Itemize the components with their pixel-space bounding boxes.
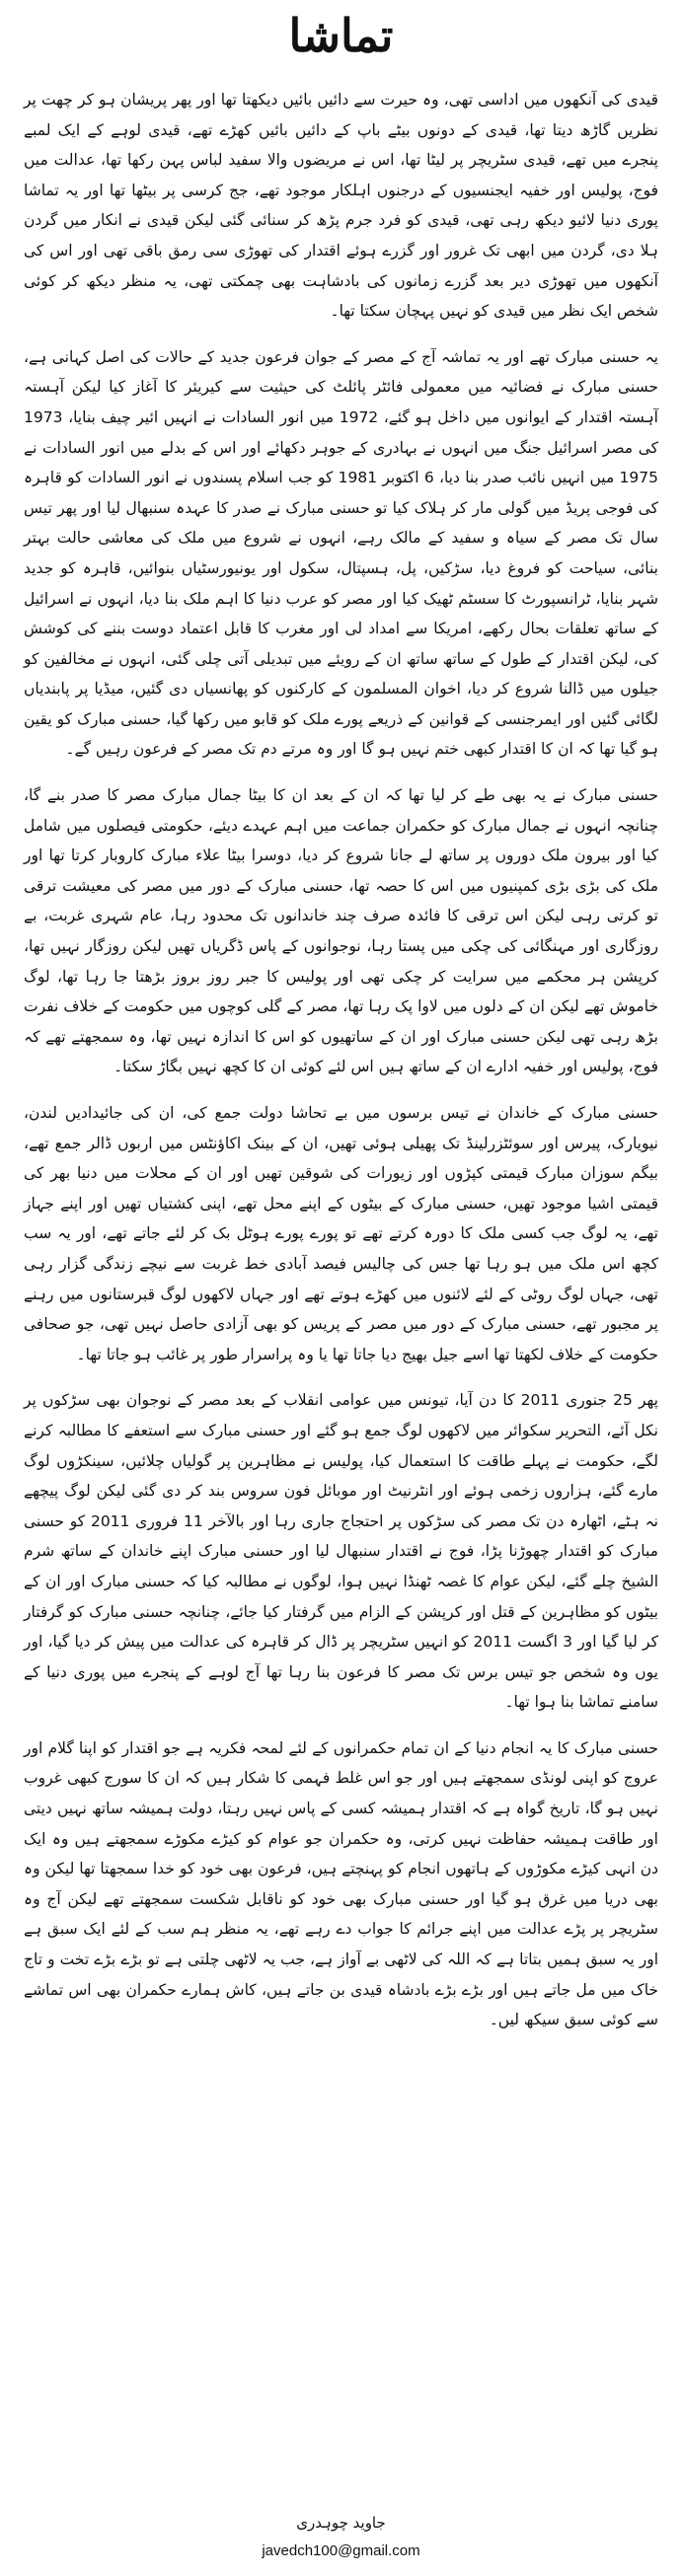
author-name: جاوید چوہدری [296,2514,386,2532]
article-paragraph: حسنی مبارک کا یہ انجام دنیا کے ان تمام حکمرانوں کے لئے لمحہ فکریہ ہے جو اقتدار کو اپنا گلام اور عروج کو اپنی لونڈی سمجھتے ہیں اور جو اس غلط فہمی کا شکار ہیں کہ ان کا سورج کبھی غروب نہیں ہو گا، تاریخ گواہ ہے کہ اقتدار ہمیشہ کسی کے پاس نہیں رہتا، دولت ہمیشہ ساتھ نہیں دیتی اور طاقت ہمیشہ حفاظت نہیں کرتی، وہ حکمران جو عوام کو کیڑے مکوڑے سمجھتے ہیں وہ ایک دن انہی کیڑے مکوڑوں کے ہاتھوں انجام کو پہنچتے ہیں، فرعون بھی خود کو خدا سمجھتا تھا لیکن وہ بھی دریا میں غرق ہو گیا اور حسنی مبارک بھی خود کو ناقابل شکست سمجھتے تھے لیکن آج وہ سٹریچر پر پڑے عدالت میں اپنے جرائم کا جواب دے رہے تھے، یہ منظر ہم سب کے لئے ایک سبق ہے اور یہ سبق ہمیں بتاتا ہے کہ اللہ کی لاٹھی بے آواز ہے، جب یہ لاٹھی چلتی ہے تو بڑے بڑے تخت و تاج خاک میں مل جاتے ہیں اور بڑے بڑے بادشاہ قیدی بن جاتے ہیں، کاش ہمارے حکمران بھی اس تماشے سے کوئی سبق سیکھ لیں۔ [24,1738,658,2029]
byline [0,2511,682,2562]
article-paragraph: پھر 25 جنوری 2011 کا دن آیا، تیونس میں عوامی انقلاب کے بعد مصر کے نوجوان بھی سڑکوں پر نکل آئے، التحریر سکوائر میں لاکھوں لوگ جمع ہو گئے اور حسنی مبارک سے استعفے کا مطالبہ کرنے لگے، حکومت نے پہلے طاقت کا استعمال کیا، پولیس نے مظاہرین پر گولیاں چلائیں، سینکڑوں لوگ مارے گئے، ہزاروں زخمی ہوئے اور انٹرنیٹ اور موبائل فون سروس بند کر دی گئی لیکن لوگ پیچھے نہ ہٹے، اٹھارہ دن تک مصر کی سڑکوں پر احتجاج جاری رہا اور بالآخر 11 فروری 2011 کو حسنی مبارک کو اقتدار چھوڑنا پڑا، فوج نے اقتدار سنبھال لیا اور حسنی مبارک اپنے خاندان کے ساتھ شرم الشیخ چلے گئے، لیکن عوام کا غصہ ٹھنڈا نہیں ہوا، لوگوں نے مطالبہ کیا کہ حسنی مبارک اور ان کے بیٹوں کو مظاہرین کے قتل اور کرپشن کے الزام میں گرفتار کیا جائے، چنانچہ حسنی مبارک کو گرفتار کر لیا گیا اور 3 اگست 2011 کو انہیں سٹریچر پر ڈال کر قاہرہ کی عدالت میں پیش کر دیا گیا، اور یوں وہ شخص جو تیس برس تک مصر کا فرعون بنا رہا تھا آج لوہے کے پنجرے میں پوری دنیا کے سامنے تماشا بنا ہوا تھا۔ [24,1391,658,1712]
article-title: تماشا [288,9,394,62]
author-email[interactable]: javedch100@gmail.com [262,2542,420,2559]
article-paragraph: یہ حسنی مبارک تھے اور یہ تماشہ آج کے مصر کے جوان فرعون جدید کے حالات کی اصل کہانی ہے، حسنی مبارک نے فضائیہ میں معمولی فائٹر پائلٹ کی حیثیت سے کیریئر کا آغاز کیا لیکن آہستہ آہستہ اقتدار کے ایوانوں میں داخل ہو گئے، 1972 میں انور السادات نے انہیں ائیر چیف بنایا، 1973 کی مصر اسرائیل جنگ میں انہوں نے بہادری کے جوہر دکھائے اور اس کے بدلے میں انور السادات نے 1975 میں انہیں نائب صدر بنا دیا، 6 اکتوبر 1981 کو جب اسلام پسندوں نے انور السادات کو قاہرہ کی فوجی پریڈ میں گولی مار کر ہلاک کیا تو حسنی مبارک نے صدر کا عہدہ سنبھال لیا اور پھر تیس سال تک مصر کے سیاہ و سفید کے مالک رہے، انہوں نے شروع میں ملک کی معاشی حالت بہتر بنائی، سیاحت کو فروغ دیا، سڑکیں، پل، ہسپتال، سکول اور یونیورسٹیاں بنوائیں، قاہرہ کو جدید شہر بنایا، ٹرانسپورٹ کا سسٹم ٹھیک کیا اور مصر کو عرب دنیا کا اہم ملک بنا دیا، انہوں نے اسرائیل کے ساتھ تعلقات بحال رکھے، امریکا سے امداد لی اور مغرب کا قابل اعتماد دوست بننے کی کوشش کی، لیکن اقتدار کے طول کے ساتھ ساتھ ان کے رویئے میں تبدیلی آتی چلی گئی، انہوں نے مخالفین کو جیلوں میں ڈالنا شروع کر دیا، اخوان المسلمون کے کارکنوں کو پھانسیاں دی گئیں، میڈیا پر پابندیاں لگائی گئیں اور ایمرجنسی کے قوانین کے ذریعے پورے ملک کو قابو میں رکھا گیا، حسنی مبارک کو یقین ہو گیا تھا کہ ان کا اقتدار کبھی ختم نہیں ہو گا اور وہ مرتے دم تک مصر کے فرعون رہیں گے۔ [24,347,658,759]
article-paragraph: حسنی مبارک کے خاندان نے تیس برسوں میں بے تحاشا دولت جمع کی، ان کی جائیدادیں لندن، نیویارک، پیرس اور سوئٹزرلینڈ تک پھیلی ہوئی تھیں، ان کے بینک اکاؤنٹس میں اربوں ڈالر جمع تھے، بیگم سوزان مبارک قیمتی کپڑوں اور زیورات کی شوقین تھیں اور ان کے محلات میں دنیا بھر کی قیمتی اشیا موجود تھیں، حسنی مبارک کے بیٹوں کے اپنے محل تھے، اپنی کشتیاں تھیں اور اپنے جہاز تھے، یہ لوگ جب کسی ملک کا دورہ کرتے تھے تو پورے پورے ہوٹل بک کر لئے جاتے تھے، اور یہ سب کچھ اس ملک میں ہو رہا تھا جس کی چالیس فیصد آبادی خط غربت سے نیچے زندگی گزار رہی تھی، جہاں لوگ روٹی کے لئے لائنوں میں کھڑے ہوتے تھے اور جہاں لاکھوں لوگ قبرستانوں میں رہنے پر مجبور تھے، حسنی مبارک کے دور میں مصر کے پریس کو بھی آزادی حاصل نہیں تھی، جو صحافی حکومت کے خلاف لکھتا تھا اسے جیل بھیج دیا جاتا تھا یا وہ پراسرار طور پر غائب ہو جاتا تھا۔ [24,1104,658,1363]
article-paragraph: قیدی کی آنکھوں میں اداسی تھی، وہ حیرت سے دائیں بائیں دیکھتا تھا اور پھر پریشان ہو کر چھت پر نظریں گاڑھ دیتا تھا، قیدی کے دونوں بیٹے باپ کے دائیں بائیں کھڑے تھے، قیدی لوہے کے ایک لمبے پنجرے میں تھے، قیدی سٹریچر پر لیٹا تھا، اس نے مریضوں والا سفید لباس پہن رکھا تھا، عدالت میں فوج، پولیس اور خفیہ ایجنسیوں کے درجنوں اہلکار موجود تھے، جج کرسی پر بیٹھا تھا اور یہ تماشا پوری دنیا لائیو دیکھ رہی تھی، قیدی کو فرد جرم پڑھ کر سنائی گئی لیکن قیدی نے انکار میں گردن ہلا دی، گردن میں ابھی تک غرور اور گزرے ہوئے اقتدار کی تھوڑی سی رمق باقی تھی اور اس کی آنکھوں میں تھوڑی دیر بعد گزرے زمانوں کی بادشاہت بھی چمکتی تھی، یہ منظر دیکھ کر کوئی شخص ایک نظر میں قیدی کو نہیں پہچان سکتا تھا۔ [24,91,658,321]
article-paragraph: حسنی مبارک نے یہ بھی طے کر لیا تھا کہ ان کے بعد ان کا بیٹا جمال مبارک مصر کا صدر بنے گا، چنانچہ انہوں نے جمال مبارک کو حکمران جماعت میں اہم عہدے دیئے، حکومتی فیصلوں میں شامل کیا اور بیرون ملک دوروں پر ساتھ لے جانا شروع کر دیا، دوسرا بیٹا علاء مبارک کاروبار کرتا تھا اور ملک کی بڑی بڑی کمپنیوں میں اس کا حصہ تھا، حسنی مبارک کے دور میں مصر کی معیشت ترقی تو کرتی رہی لیکن اس ترقی کا فائدہ صرف چند خاندانوں تک محدود رہا، عام شہری غربت، بے روزگاری اور مہنگائی کی چکی میں پستا رہا، نوجوانوں کے پاس ڈگریاں تھیں لیکن روزگار نہیں تھا، کرپشن ہر محکمے میں سرایت کر چکی تھی اور پولیس کا جبر روز بروز بڑھتا جا رہا تھا، لوگ خاموش تھے لیکن ان کے دلوں میں لاوا پک رہا تھا، مصر کے گلی کوچوں میں حکومت کے خلاف نفرت بڑھ رہی تھی لیکن حسنی مبارک اور ان کے ساتھیوں کو اس کا اندازہ نہیں تھا، وہ سمجھتے تھے کہ فوج، پولیس اور خفیہ ادارے ان کے ساتھ ہیں اس لئے کوئی ان کا کچھ نہیں بگاڑ سکتا۔ [24,786,658,1076]
article-body [24,85,658,2035]
